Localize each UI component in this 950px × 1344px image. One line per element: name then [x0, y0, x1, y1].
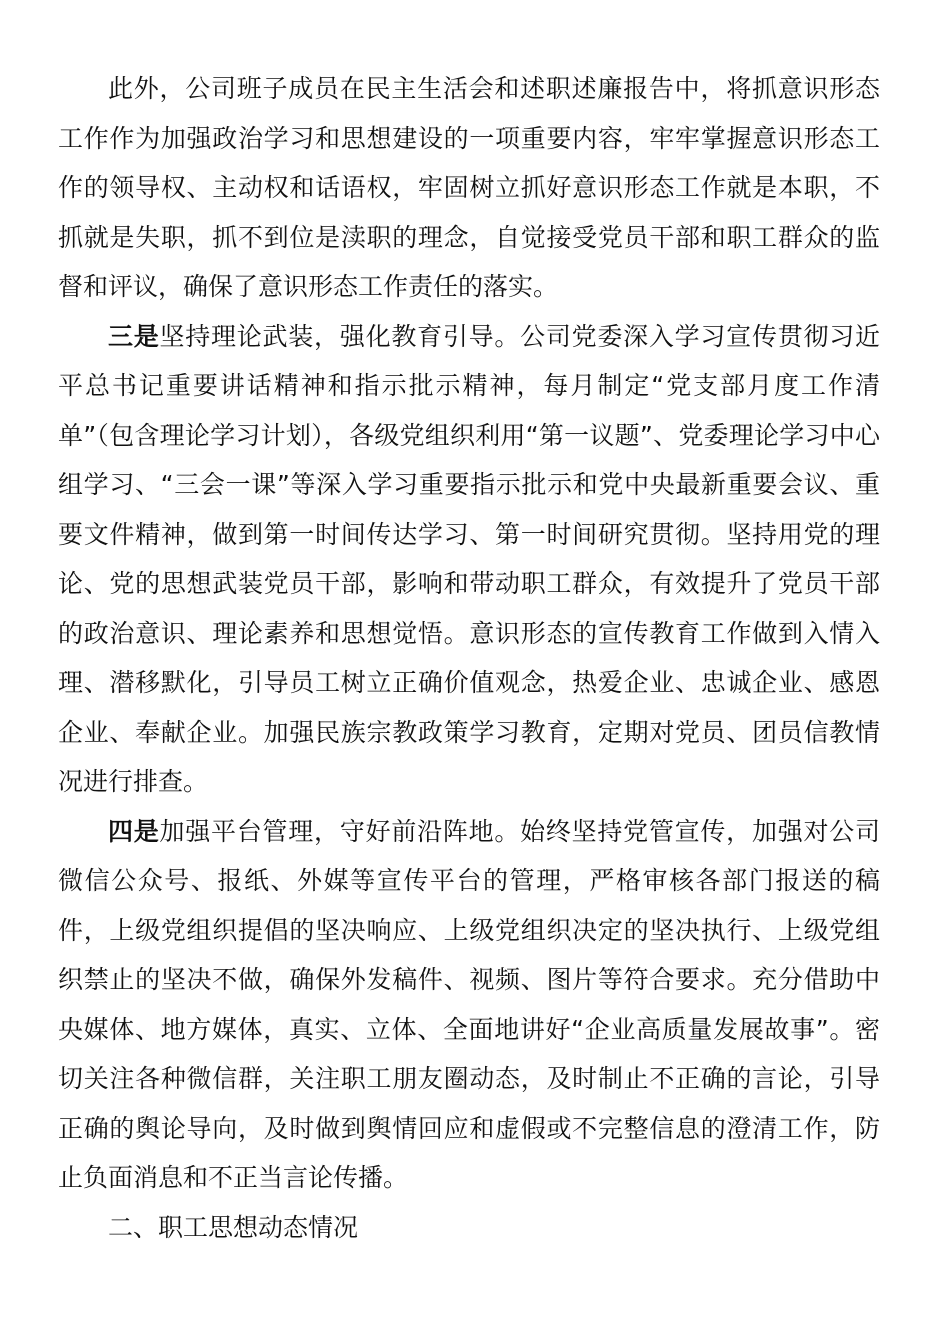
- paragraph-text: 坚持理论武装，强化教育引导。公司党委深入学习宣传贯彻习近平总书记重要讲话精神和指示批示精神，每月制定“党支部月度工作清单”（包含理论学习计划），各级党组织利用“第一议题”、党委理论学习中心组学习、“三会一课”等深入学习重要指示批示和党中央最新重要会议、重要文件精神，做到第一时间传达学习、第一时间研究贯彻。坚持用党的理论、党的思想武装党员干部，影响和带动职工群众，有效提升了党员干部的政治意识、理论素养和思想觉悟。意识形态的宣传教育工作做到入情入理、潜移默化，引导员工树立正确价值观念，热爱企业、忠诚企业、感恩企业、奉献企业。加强民族宗教政策学习教育，定期对党员、团员信教情况进行排查。: [58, 321, 880, 796]
- section-heading: 二、职工思想动态情况: [108, 1212, 359, 1242]
- document-body: [58, 64, 880, 1252]
- paragraph-theory-education: [58, 312, 880, 807]
- paragraph-platform-management: [58, 807, 880, 1203]
- paragraph-text: 此外，公司班子成员在民主生活会和述职述廉报告中，将抓意识形态工作作为加强政治学习和思想建设的一项重要内容，牢牢掌握意识形态工作的领导权、主动权和话语权，牢固树立抓好意识形态工作就是本职，不抓就是失职，抓不到位是渎职的理念，自觉接受党员干部和职工群众的监督和评议，确保了意识形态工作责任的落实。: [58, 74, 880, 301]
- paragraph-lead: 三是: [108, 321, 160, 351]
- paragraph-responsibility: [58, 64, 880, 312]
- paragraph-text: 加强平台管理，守好前沿阵地。始终坚持党管宣传，加强对公司微信公众号、报纸、外媒等宣传平台的管理，严格审核各部门报送的稿件，上级党组织提倡的坚决响应、上级党组织决定的坚决执行、上级党组织禁止的坚决不做，确保外发稿件、视频、图片等符合要求。充分借助中央媒体、地方媒体，真实、立体、全面地讲好“企业高质量发展故事”。密切关注各种微信群，关注职工朋友圈动态，及时制止不正确的言论，引导正确的舆论导向，及时做到舆情回应和虚假或不完整信息的澄清工作，防止负面消息和不正当言论传播。: [58, 816, 880, 1192]
- paragraph-lead: 四是: [108, 816, 160, 846]
